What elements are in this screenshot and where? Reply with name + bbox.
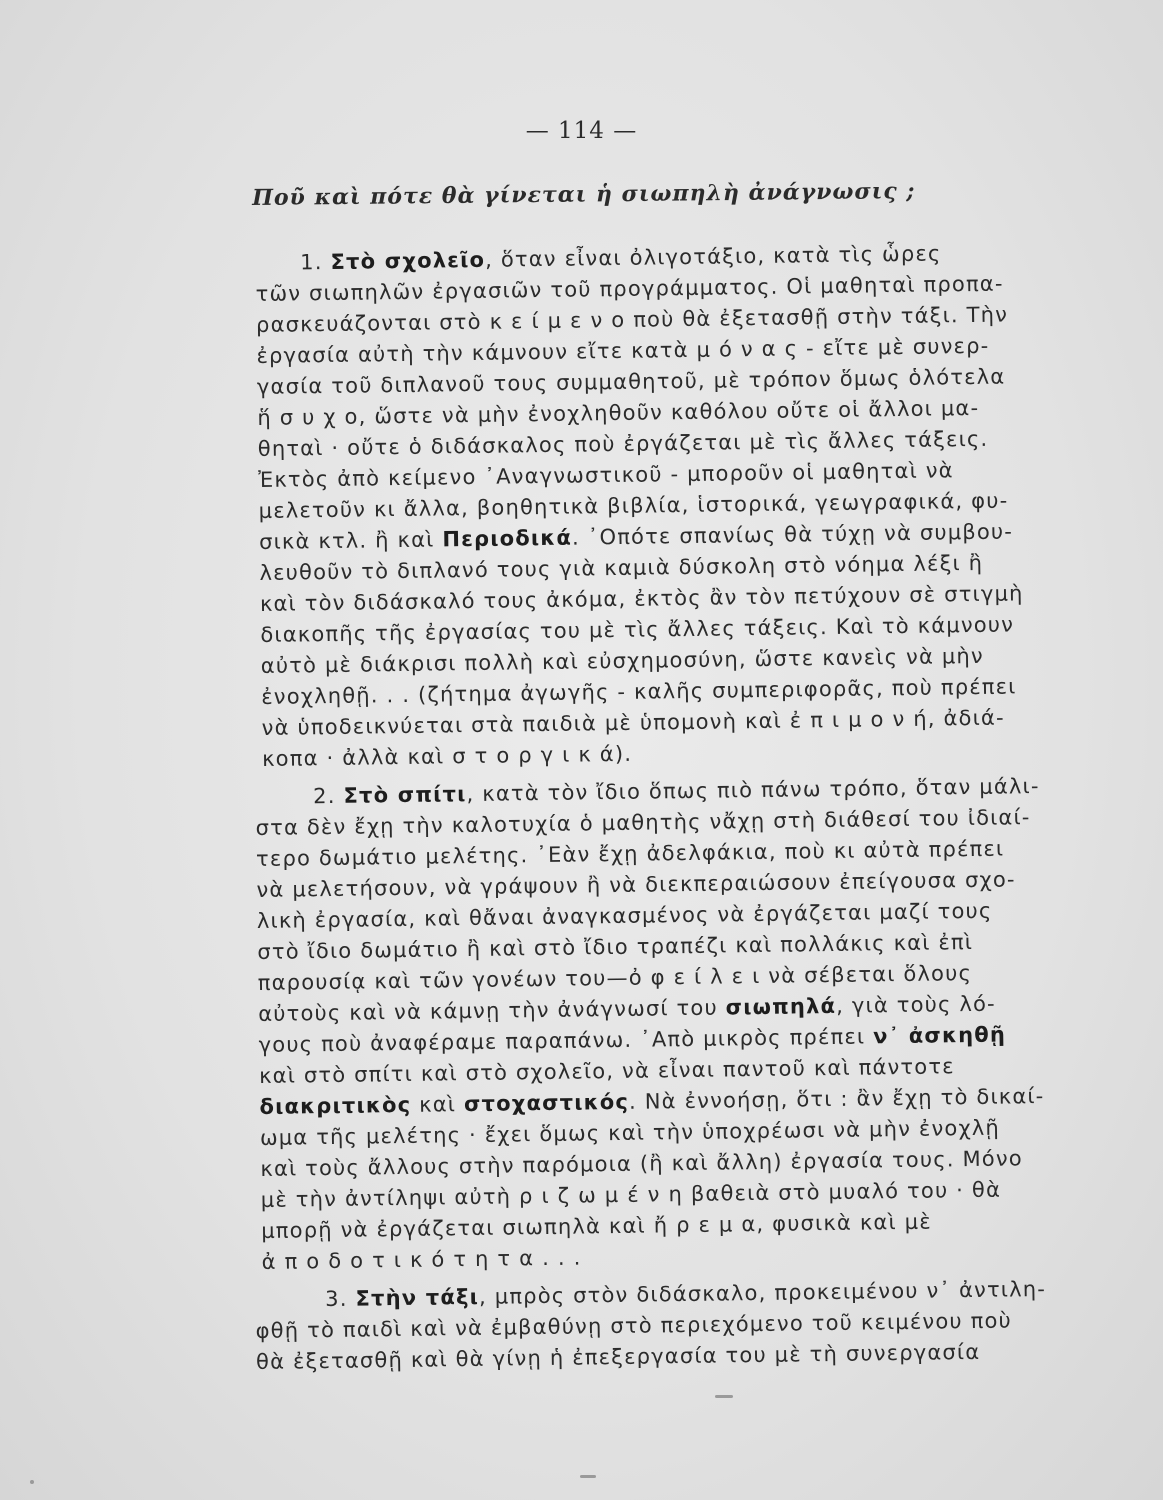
paper-speck <box>30 1480 34 1484</box>
text-line: διακοπῆς τῆς ἐργασίας του μὲ τὶς ἄλλες τάξεις. Καὶ τὸ κάμνουν <box>260 612 1015 647</box>
text-line: ρασκευάζονται στὸ κ ε ί μ ε ν ο ποὺ θὰ ἐξετασθῇ στὴν τάξι. Τὴν <box>255 302 1009 337</box>
text-line: καὶ τοὺς ἄλλους στὴν παρόμοια (ἢ καὶ ἄλλη) ἐργασία τους. Μόνο <box>260 1146 1024 1181</box>
text-line: νὰ ὑποδεικνύεται στὰ παιδιὰ μὲ ὑπομονὴ καὶ ἐ π ι μ ο ν ή, ἀδιά- <box>261 705 1005 740</box>
item-number: 2. <box>313 783 344 809</box>
text-line: αὐτὸ μὲ διάκρισι πολλὴ καὶ εὐσχημοσύνη, ὥστε κανεὶς νὰ μὴν <box>260 643 985 678</box>
paragraph-home <box>255 769 1162 1278</box>
text-line: ἀ π ο δ ο τ ι κ ό τ η τ α . . . <box>261 1245 582 1274</box>
paper-speck <box>715 1395 733 1398</box>
bold-term: Στὴν τάξι <box>355 1284 480 1311</box>
text-line: τῶν σιωπηλῶν ἐργασιῶν τοῦ προγράμματος. Οἱ μαθηταὶ προπα- <box>255 271 1004 306</box>
bold-term: διακριτικὸς <box>259 1092 412 1119</box>
page-number: — 114 — <box>525 118 638 144</box>
item-number: 1. <box>300 249 331 275</box>
text-line: ωμα τῆς μελέτης · ἔχει ὅμως καὶ τὴν ὑποχρέωσι νὰ μὴν ἐνοχλῇ <box>259 1115 1001 1150</box>
bold-term: ν᾽ ἀσκηθῇ <box>872 1022 1007 1049</box>
paper-speck <box>580 1475 596 1478</box>
text-line: θὰ ἐξετασθῇ καὶ θὰ γίνῃ ἡ ἐπεξεργασία του μὲ τὴ συνεργασία <box>255 1339 981 1374</box>
line-text: καὶ <box>411 1092 465 1117</box>
text-line: καὶ τὸν διδάσκαλό τους ἀκόμα, ἐκτὸς ἂν τὸν πετύχουν σὲ στιγμὴ <box>259 581 1024 616</box>
bold-term: στοχαστικός <box>463 1089 630 1117</box>
text-line: μελετοῦν κι ἄλλα, βοηθητικὰ βιβλία, ἱστορικά, γεωγραφικά, φυ- <box>258 488 1009 523</box>
text-line: ἥ σ υ χ ο, ὥστε νὰ μὴν ἐνοχληθοῦν καθόλου οὔτε οἱ ἄλλοι μα- <box>257 395 980 430</box>
text-line: στὸ ἴδιο δωμάτιο ἢ καὶ στὸ ἴδιο τραπέζι καὶ πολλάκις καὶ ἐπὶ <box>257 929 974 964</box>
bold-term: Στὸ σχολεῖο <box>330 247 486 274</box>
line-text: , κατὰ τὸν ἴδιο ὅπως πιὸ πάνω τρόπο, ὅταν μάλι- <box>466 774 1040 807</box>
line-text: γους ποὺ ἀναφέραμε παραπάνω. ᾽Απὸ μικρὸς πρέπει <box>258 1024 874 1057</box>
text-line: λευθοῦν τὸ διπλανό τους γιὰ καμιὰ δύσκολη στὸ νόημα λέξι ἢ <box>259 550 984 585</box>
text-line: λικὴ ἐργασία, καὶ θἄναι ἀναγκασμένος νὰ ἐργάζεται μαζί τους <box>256 898 993 933</box>
text-line: στα δὲν ἔχῃ τὴν καλοτυχία ὁ μαθητὴς νἄχῃ στὴ διάθεσί του ἰδιαί- <box>255 805 1031 840</box>
text-line: Ἐκτὸς ἀπὸ κείμενο ᾽Αναγνωστικοῦ - μποροῦν οἱ μαθηταὶ νὰ <box>258 458 954 492</box>
section-heading: Ποῦ καὶ πότε θὰ γίνεται ἡ σιωπηλὴ ἀνάγνωσις ; <box>252 178 916 211</box>
text-line: ἐργασία αὐτὴ τὴν κάμνουν εἴτε κατὰ μ ό ν α ς - εἴτε μὲ συνερ- <box>256 333 990 368</box>
text-line: ἐνοχληθῇ. . . (ζήτημα ἀγωγῆς - καλῆς συμπεριφορᾶς, ποὺ πρέπει <box>261 674 1017 709</box>
line-text: , ὅταν εἶναι ὀλιγοτάξιο, κατὰ τὶς ὧρες <box>484 241 942 272</box>
line-text: , γιὰ τοὺς λό- <box>835 991 997 1018</box>
text-line: μὲ τὴν ἀντίληψι αὐτὴ ρ ι ζ ω μ έ ν η βαθειὰ στὸ μυαλό του · θὰ <box>260 1177 1002 1212</box>
bold-term: Στὸ σπίτι <box>343 782 467 808</box>
line-text: σικὰ κτλ. ἢ καὶ <box>258 527 443 554</box>
paragraph-school <box>255 235 1162 775</box>
paragraph-classroom <box>255 1272 1156 1378</box>
text-line: νὰ μελετήσουν, νὰ γράψουν ἢ νὰ διεκπεραιώσουν ἐπείγουσα σχο- <box>256 867 1016 902</box>
line-text: αὐτοὺς καὶ νὰ κάμνῃ τὴν ἀνάγνωσί του <box>258 995 726 1026</box>
text-line: κοπα · ἀλλὰ καὶ σ τ ο ρ γ ι κ ά). <box>261 741 633 771</box>
text-line: παρουσίᾳ καὶ τῶν γονέων του—ὀ φ ε ί λ ε ι νὰ σέβεται ὅλους <box>257 961 973 995</box>
text-line: μπορῇ νὰ ἐργάζεται σιωπηλὰ καὶ ἤ ρ ε μ α, φυσικὰ καὶ μὲ <box>261 1209 932 1243</box>
line-text: . Νὰ ἐννοήσῃ, ὅτι : ἂν ἔχῃ τὸ δικαί- <box>628 1084 1045 1114</box>
text-line: γασία τοῦ διπλανοῦ τους συμμαθητοῦ, μὲ τρόπον ὅμως ὁλότελα <box>256 364 1006 399</box>
text-line: θηταὶ · οὔτε ὁ διδάσκαλος ποὺ ἐργάζεται μὲ τὶς ἄλλες τάξεις. <box>257 426 989 461</box>
bold-term: Περιοδικά <box>442 525 573 552</box>
bold-term: σιωπηλά <box>725 993 837 1020</box>
text-line: φθῇ τὸ παιδὶ καὶ νὰ ἐμβαθύνῃ στὸ περιεχόμενο τοῦ κειμένου ποὺ <box>255 1308 1013 1343</box>
text-line: τερο δωμάτιο μελέτης. ᾽Εὰν ἔχῃ ἀδελφάκια, ποὺ κι αὐτὰ πρέπει <box>255 836 1005 871</box>
line-text: , μπρὸς στὸν διδάσκαλο, προκειμένου ν᾽ ἀντιλη- <box>478 1276 1047 1309</box>
text-line: καὶ στὸ σπίτι καὶ στὸ σχολεῖο, νὰ εἶναι παντοῦ καὶ πάντοτε <box>258 1054 955 1088</box>
line-text: . ᾽Οπότε σπανίως θὰ τύχῃ νὰ συμβου- <box>571 519 1014 550</box>
item-number: 3. <box>325 1286 356 1312</box>
